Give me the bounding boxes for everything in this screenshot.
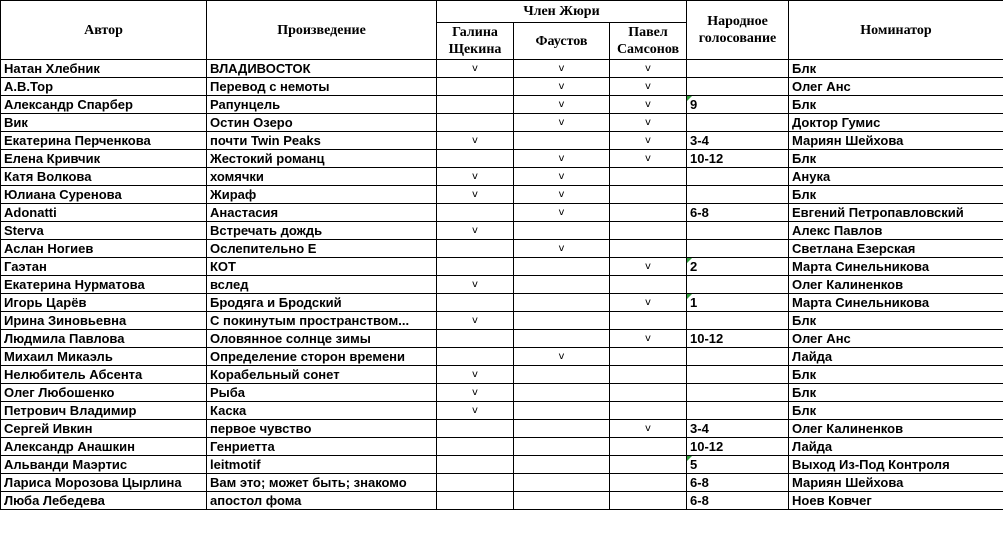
galina-mark-cell[interactable] bbox=[437, 258, 514, 276]
work-cell[interactable]: апостол фома bbox=[207, 492, 437, 510]
pavel-mark-cell[interactable]: v bbox=[610, 258, 687, 276]
galina-mark-cell[interactable]: v bbox=[437, 312, 514, 330]
header-author[interactable]: Автор bbox=[1, 1, 207, 60]
vote-cell[interactable]: 5 bbox=[687, 456, 789, 474]
work-cell[interactable]: Ослепительно Е bbox=[207, 240, 437, 258]
author-cell[interactable]: Лариса Морозова Цырлина bbox=[1, 474, 207, 492]
vote-cell[interactable]: 2 bbox=[687, 258, 789, 276]
table-row bbox=[1, 420, 1003, 438]
vote-cell[interactable]: 6-8 bbox=[687, 204, 789, 222]
faustov-mark-cell[interactable] bbox=[514, 456, 610, 474]
table-row bbox=[1, 294, 1003, 312]
faustov-mark-cell[interactable] bbox=[514, 384, 610, 402]
nominator-cell[interactable]: Блк bbox=[789, 60, 1003, 78]
faustov-mark-cell[interactable] bbox=[514, 276, 610, 294]
galina-mark-cell[interactable]: v bbox=[437, 222, 514, 240]
galina-mark-cell[interactable] bbox=[437, 474, 514, 492]
faustov-mark-cell[interactable]: v bbox=[514, 114, 610, 132]
vote-cell[interactable]: 10-12 bbox=[687, 150, 789, 168]
vote-cell[interactable] bbox=[687, 240, 789, 258]
vote-cell[interactable]: 3-4 bbox=[687, 132, 789, 150]
faustov-mark-cell[interactable] bbox=[514, 366, 610, 384]
table-row bbox=[1, 312, 1003, 330]
pavel-mark-cell[interactable] bbox=[610, 384, 687, 402]
galina-mark-cell[interactable] bbox=[437, 96, 514, 114]
work-cell[interactable]: Вам это; может быть; знакомо bbox=[207, 474, 437, 492]
vote-cell[interactable] bbox=[687, 114, 789, 132]
header-pavel[interactable]: Павел Самсонов bbox=[610, 23, 687, 60]
pavel-mark-cell[interactable] bbox=[610, 240, 687, 258]
table-row bbox=[1, 60, 1003, 78]
author-cell[interactable]: Аслан Ногиев bbox=[1, 240, 207, 258]
author-cell[interactable]: Нелюбитель Абсента bbox=[1, 366, 207, 384]
faustov-mark-cell[interactable] bbox=[514, 420, 610, 438]
author-cell[interactable]: Игорь Царёв bbox=[1, 294, 207, 312]
galina-mark-cell[interactable]: v bbox=[437, 384, 514, 402]
pavel-mark-cell[interactable]: v bbox=[610, 78, 687, 96]
vote-cell[interactable] bbox=[687, 366, 789, 384]
author-cell[interactable]: Юлиана Суренова bbox=[1, 186, 207, 204]
nominator-cell[interactable]: Марта Синельникова bbox=[789, 294, 1003, 312]
pavel-mark-cell[interactable]: v bbox=[610, 420, 687, 438]
galina-mark-cell[interactable] bbox=[437, 240, 514, 258]
work-cell[interactable]: первое чувство bbox=[207, 420, 437, 438]
vote-cell[interactable]: 10-12 bbox=[687, 438, 789, 456]
author-cell[interactable]: А.В.Тор bbox=[1, 78, 207, 96]
header-jury-group[interactable]: Член Жюри bbox=[437, 1, 687, 23]
nominator-cell[interactable]: Олег Калиненков bbox=[789, 276, 1003, 294]
nominator-cell[interactable]: Алекс Павлов bbox=[789, 222, 1003, 240]
table-row bbox=[1, 456, 1003, 474]
vote-cell[interactable] bbox=[687, 168, 789, 186]
author-cell[interactable]: Вик bbox=[1, 114, 207, 132]
table-row bbox=[1, 330, 1003, 348]
galina-mark-cell[interactable] bbox=[437, 330, 514, 348]
table-row bbox=[1, 438, 1003, 456]
galina-mark-cell[interactable] bbox=[437, 204, 514, 222]
vote-cell[interactable]: 3-4 bbox=[687, 420, 789, 438]
author-cell[interactable]: Ирина Зиновьевна bbox=[1, 312, 207, 330]
table-row bbox=[1, 384, 1003, 402]
author-cell[interactable]: Людмила Павлова bbox=[1, 330, 207, 348]
work-cell[interactable]: Каска bbox=[207, 402, 437, 420]
author-cell[interactable]: Петрович Владимир bbox=[1, 402, 207, 420]
nominator-cell[interactable]: Олег Калиненков bbox=[789, 420, 1003, 438]
author-cell[interactable]: Adonatti bbox=[1, 204, 207, 222]
nominator-cell[interactable]: Выход Из-Под Контроля bbox=[789, 456, 1003, 474]
work-cell[interactable]: Генриетта bbox=[207, 438, 437, 456]
work-cell[interactable]: Корабельный сонет bbox=[207, 366, 437, 384]
author-cell[interactable]: Александр Спарбер bbox=[1, 96, 207, 114]
author-cell[interactable]: Sterva bbox=[1, 222, 207, 240]
work-cell[interactable]: почти Twin Peaks bbox=[207, 132, 437, 150]
author-cell[interactable]: Сергей Ивкин bbox=[1, 420, 207, 438]
table-row bbox=[1, 474, 1003, 492]
faustov-mark-cell[interactable]: v bbox=[514, 204, 610, 222]
table-row bbox=[1, 78, 1003, 96]
galina-mark-cell[interactable] bbox=[437, 492, 514, 510]
table-row bbox=[1, 276, 1003, 294]
faustov-mark-cell[interactable]: v bbox=[514, 168, 610, 186]
vote-cell[interactable]: 9 bbox=[687, 96, 789, 114]
nominator-cell[interactable]: Лайда bbox=[789, 438, 1003, 456]
pavel-mark-cell[interactable] bbox=[610, 366, 687, 384]
faustov-mark-cell[interactable]: v bbox=[514, 96, 610, 114]
work-cell[interactable]: leitmotif bbox=[207, 456, 437, 474]
work-cell[interactable]: Рыба bbox=[207, 384, 437, 402]
vote-cell[interactable] bbox=[687, 222, 789, 240]
header-work[interactable]: Произведение bbox=[207, 1, 437, 60]
work-cell[interactable]: Рапунцель bbox=[207, 96, 437, 114]
nominator-cell[interactable]: Блк bbox=[789, 366, 1003, 384]
faustov-mark-cell[interactable] bbox=[514, 402, 610, 420]
table-row bbox=[1, 150, 1003, 168]
nominator-cell[interactable]: Блк bbox=[789, 186, 1003, 204]
work-cell[interactable]: ВЛАДИВОСТОК bbox=[207, 60, 437, 78]
pavel-mark-cell[interactable]: v bbox=[610, 330, 687, 348]
table-row bbox=[1, 402, 1003, 420]
pavel-mark-cell[interactable] bbox=[610, 402, 687, 420]
nominator-cell[interactable]: Лайда bbox=[789, 348, 1003, 366]
header-galina[interactable]: Галина Щекина bbox=[437, 23, 514, 60]
table-row bbox=[1, 114, 1003, 132]
pavel-mark-cell[interactable]: v bbox=[610, 132, 687, 150]
author-cell[interactable]: Екатерина Нурматова bbox=[1, 276, 207, 294]
galina-mark-cell[interactable] bbox=[437, 294, 514, 312]
pavel-mark-cell[interactable] bbox=[610, 168, 687, 186]
galina-mark-cell[interactable] bbox=[437, 150, 514, 168]
faustov-mark-cell[interactable] bbox=[514, 258, 610, 276]
vote-cell[interactable] bbox=[687, 402, 789, 420]
table-row bbox=[1, 258, 1003, 276]
table-row bbox=[1, 168, 1003, 186]
galina-mark-cell[interactable]: v bbox=[437, 366, 514, 384]
galina-mark-cell[interactable]: v bbox=[437, 132, 514, 150]
vote-cell[interactable] bbox=[687, 312, 789, 330]
pavel-mark-cell[interactable] bbox=[610, 438, 687, 456]
table-row bbox=[1, 366, 1003, 384]
galina-mark-cell[interactable] bbox=[437, 114, 514, 132]
work-cell[interactable]: Жираф bbox=[207, 186, 437, 204]
work-cell[interactable]: Определение сторон времени bbox=[207, 348, 437, 366]
faustov-mark-cell[interactable] bbox=[514, 222, 610, 240]
work-cell[interactable]: Остин Озеро bbox=[207, 114, 437, 132]
galina-mark-cell[interactable] bbox=[437, 348, 514, 366]
faustov-mark-cell[interactable] bbox=[514, 474, 610, 492]
author-cell[interactable]: Альванди Маэртис bbox=[1, 456, 207, 474]
author-cell[interactable]: Люба Лебедева bbox=[1, 492, 207, 510]
table-body bbox=[1, 60, 1003, 510]
faustov-mark-cell[interactable]: v bbox=[514, 348, 610, 366]
vote-cell[interactable]: 1 bbox=[687, 294, 789, 312]
pavel-mark-cell[interactable] bbox=[610, 348, 687, 366]
vote-cell[interactable] bbox=[687, 276, 789, 294]
nominator-cell[interactable]: Блк bbox=[789, 384, 1003, 402]
faustov-mark-cell[interactable]: v bbox=[514, 150, 610, 168]
header-vote[interactable]: Народное голосование bbox=[687, 1, 789, 60]
galina-mark-cell[interactable] bbox=[437, 78, 514, 96]
author-cell[interactable]: Александр Анашкин bbox=[1, 438, 207, 456]
work-cell[interactable]: КОТ bbox=[207, 258, 437, 276]
table-row bbox=[1, 492, 1003, 510]
nominator-cell[interactable]: Олег Анс bbox=[789, 330, 1003, 348]
author-cell[interactable]: Натан Хлебник bbox=[1, 60, 207, 78]
faustov-mark-cell[interactable] bbox=[514, 312, 610, 330]
nominator-cell[interactable]: Мариян Шейхова bbox=[789, 474, 1003, 492]
faustov-mark-cell[interactable]: v bbox=[514, 240, 610, 258]
work-cell[interactable]: Анастасия bbox=[207, 204, 437, 222]
nominator-cell[interactable]: Мариян Шейхова bbox=[789, 132, 1003, 150]
nominator-cell[interactable]: Марта Синельникова bbox=[789, 258, 1003, 276]
galina-mark-cell[interactable]: v bbox=[437, 186, 514, 204]
work-cell[interactable]: Оловянное солнце зимы bbox=[207, 330, 437, 348]
nominator-cell[interactable]: Олег Анс bbox=[789, 78, 1003, 96]
vote-cell[interactable] bbox=[687, 60, 789, 78]
vote-cell[interactable]: 6-8 bbox=[687, 474, 789, 492]
galina-mark-cell[interactable] bbox=[437, 420, 514, 438]
header-nominator[interactable]: Номинатор bbox=[789, 1, 1003, 60]
faustov-mark-cell[interactable] bbox=[514, 492, 610, 510]
author-cell[interactable]: Гаэтан bbox=[1, 258, 207, 276]
table-header bbox=[1, 1, 1003, 60]
faustov-mark-cell[interactable] bbox=[514, 294, 610, 312]
pavel-mark-cell[interactable] bbox=[610, 474, 687, 492]
table-row bbox=[1, 240, 1003, 258]
pavel-mark-cell[interactable] bbox=[610, 456, 687, 474]
galina-mark-cell[interactable] bbox=[437, 456, 514, 474]
faustov-mark-cell[interactable]: v bbox=[514, 186, 610, 204]
pavel-mark-cell[interactable]: v bbox=[610, 294, 687, 312]
vote-cell[interactable] bbox=[687, 348, 789, 366]
vote-cell[interactable] bbox=[687, 384, 789, 402]
pavel-mark-cell[interactable] bbox=[610, 492, 687, 510]
pavel-mark-cell[interactable] bbox=[610, 312, 687, 330]
galina-mark-cell[interactable]: v bbox=[437, 168, 514, 186]
author-cell[interactable]: Катя Волкова bbox=[1, 168, 207, 186]
pavel-mark-cell[interactable]: v bbox=[610, 96, 687, 114]
header-faustov[interactable]: Фаустов bbox=[514, 23, 610, 60]
nominator-cell[interactable]: Ноев Ковчег bbox=[789, 492, 1003, 510]
nominator-cell[interactable]: Блк bbox=[789, 312, 1003, 330]
author-cell[interactable]: Екатерина Перченкова bbox=[1, 132, 207, 150]
pavel-mark-cell[interactable] bbox=[610, 204, 687, 222]
pavel-mark-cell[interactable]: v bbox=[610, 114, 687, 132]
work-cell[interactable]: хомячки bbox=[207, 168, 437, 186]
faustov-mark-cell[interactable] bbox=[514, 132, 610, 150]
faustov-mark-cell[interactable]: v bbox=[514, 60, 610, 78]
work-cell[interactable]: Перевод с немоты bbox=[207, 78, 437, 96]
vote-cell[interactable] bbox=[687, 78, 789, 96]
table-row bbox=[1, 204, 1003, 222]
author-cell[interactable]: Олег Любошенко bbox=[1, 384, 207, 402]
work-cell[interactable]: С покинутым пространством... bbox=[207, 312, 437, 330]
table-row bbox=[1, 222, 1003, 240]
galina-mark-cell[interactable]: v bbox=[437, 60, 514, 78]
author-cell[interactable]: Михаил Микаэль bbox=[1, 348, 207, 366]
work-cell[interactable]: вслед bbox=[207, 276, 437, 294]
work-cell[interactable]: Встречать дождь bbox=[207, 222, 437, 240]
table-row bbox=[1, 348, 1003, 366]
nominator-cell[interactable]: Доктор Гумис bbox=[789, 114, 1003, 132]
faustov-mark-cell[interactable]: v bbox=[514, 78, 610, 96]
pavel-mark-cell[interactable] bbox=[610, 276, 687, 294]
galina-mark-cell[interactable]: v bbox=[437, 402, 514, 420]
nominator-cell[interactable]: Блк bbox=[789, 150, 1003, 168]
faustov-mark-cell[interactable] bbox=[514, 438, 610, 456]
vote-cell[interactable]: 10-12 bbox=[687, 330, 789, 348]
pavel-mark-cell[interactable]: v bbox=[610, 150, 687, 168]
nominator-cell[interactable]: Блк bbox=[789, 96, 1003, 114]
faustov-mark-cell[interactable] bbox=[514, 330, 610, 348]
author-cell[interactable]: Елена Кривчик bbox=[1, 150, 207, 168]
pavel-mark-cell[interactable] bbox=[610, 222, 687, 240]
vote-cell[interactable] bbox=[687, 186, 789, 204]
work-cell[interactable]: Жестокий романц bbox=[207, 150, 437, 168]
nominator-cell[interactable]: Светлана Езерская bbox=[789, 240, 1003, 258]
galina-mark-cell[interactable] bbox=[437, 438, 514, 456]
nominator-cell[interactable]: Блк bbox=[789, 402, 1003, 420]
nominator-cell[interactable]: Евгений Петропавловский bbox=[789, 204, 1003, 222]
work-cell[interactable]: Бродяга и Бродский bbox=[207, 294, 437, 312]
table-row bbox=[1, 96, 1003, 114]
table-row bbox=[1, 132, 1003, 150]
table-row bbox=[1, 186, 1003, 204]
pavel-mark-cell[interactable]: v bbox=[610, 60, 687, 78]
galina-mark-cell[interactable]: v bbox=[437, 276, 514, 294]
pavel-mark-cell[interactable] bbox=[610, 186, 687, 204]
nominator-cell[interactable]: Анука bbox=[789, 168, 1003, 186]
vote-cell[interactable]: 6-8 bbox=[687, 492, 789, 510]
